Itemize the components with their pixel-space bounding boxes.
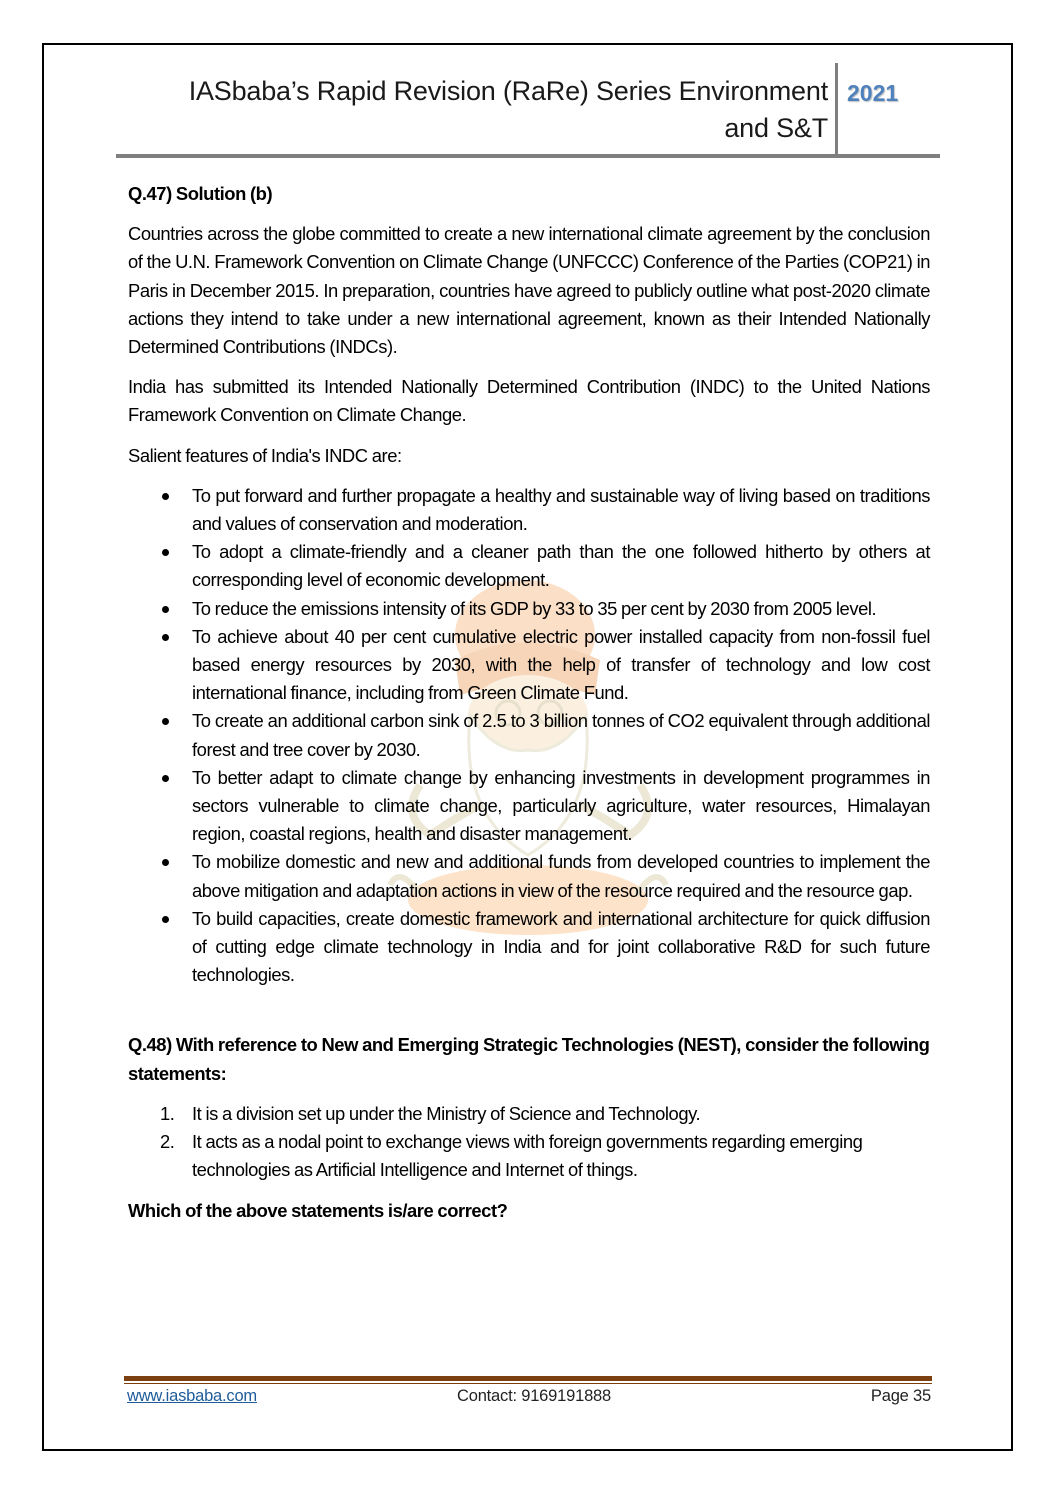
bullet-icon <box>162 606 169 613</box>
bullet-icon <box>162 859 169 866</box>
statement-item <box>128 1100 930 1128</box>
statement-number: 1. <box>160 1102 175 1124</box>
bullet-icon <box>162 775 169 782</box>
list-item-text: To create an additional carbon sink of 2.5 to 3 billion tonnes of CO2 equivalent through additional forest and tree cover by 2030. <box>192 710 930 760</box>
list-item <box>128 905 930 990</box>
section-spacer <box>128 989 930 1031</box>
page-content <box>128 180 930 1237</box>
list-item-text: To achieve about 40 per cent cumulative electric power installed capacity from non-fossil fuel based energy resources by 2030, with the help of transfer of technology and low cost international finance, including from Green Climate Fund. <box>192 625 930 704</box>
list-item-text: To adopt a climate-friendly and a cleaner path than the one followed hitherto by others at corresponding level of economic development. <box>192 541 930 591</box>
bullet-icon <box>162 549 169 556</box>
website-link[interactable]: www.iasbaba.com <box>127 1387 257 1405</box>
bullet-icon <box>162 634 169 641</box>
list-item-text: To build capacities, create domestic framework and international architecture for quick diffusion of cutting edge climate technology in India and for joint collaborative R&D for such future technologies. <box>192 907 930 986</box>
document-title-line2: and S&T <box>724 113 828 143</box>
list-item <box>128 595 930 623</box>
q48-statements-list <box>128 1100 930 1185</box>
q47-paragraph-india: India has submitted its Intended Nationally Determined Contribution (INDC) to the United Nations Framework Convention on Climate Change. <box>128 376 930 426</box>
page-number: Page 35 <box>870 1387 931 1405</box>
bullet-icon <box>162 718 169 725</box>
list-item-text: To better adapt to climate change by enhancing investments in development programmes in sectors vulnerable to climate change, particularly agriculture, water resources, Himalayan region, coastal regions, health and disaster management. <box>192 766 930 845</box>
list-item-text: To put forward and further propagate a healthy and sustainable way of living based on traditions and values of conservation and moderation. <box>192 484 930 535</box>
indc-features-list <box>128 482 930 990</box>
footer-contact: Contact: 9169191888 <box>457 1387 611 1405</box>
header-year: 2021 <box>847 80 899 106</box>
header-rule <box>116 154 940 158</box>
document-title <box>120 73 828 147</box>
header-vertical-divider <box>835 63 838 157</box>
list-item <box>128 764 930 849</box>
q47-paragraph-salient: Salient features of India's INDC are: <box>128 444 402 466</box>
statement-text: It is a division set up under the Ministry of Science and Technology. <box>192 1102 701 1124</box>
document-title-line1: IASbaba’s Rapid Revision (RaRe) Series Environment <box>188 76 828 106</box>
page-footer <box>127 1387 931 1413</box>
q47-paragraph-intro: Countries across the globe committed to create a new international climate agreement by the conclusion of the U.N. Framework Convention on Climate Change (UNFCCC) Conference of the Parties (COP21) in Paris in December 2015. In preparation, countries have agreed to publicly outline what post-2020 climate actions they intend to take under a new international agreement, known as their Intended Nationally Determined Contributions (INDCs). <box>128 223 930 358</box>
list-item <box>128 623 930 708</box>
bullet-icon <box>162 493 169 500</box>
list-item-text: To mobilize domestic and new and additional funds from developed countries to implement the above mitigation and adaptation actions in view of the resource required and the resource gap. <box>192 851 930 901</box>
statement-number: 2. <box>160 1131 175 1153</box>
list-item-text: To reduce the emissions intensity of its GDP by 33 to 35 per cent by 2030 from 2005 level. <box>192 597 877 619</box>
list-item <box>128 848 930 904</box>
q47-heading: Q.47) Solution (b) <box>128 183 273 204</box>
statement-item <box>128 1128 930 1184</box>
statement-text: It acts as a nodal point to exchange views with foreign governments regarding emerging technologies as Artificial Intelligence and Internet of things. <box>192 1131 863 1181</box>
list-item <box>128 482 930 538</box>
list-item <box>128 538 930 594</box>
list-item <box>128 707 930 763</box>
footer-rule-thin <box>124 1383 932 1384</box>
footer-rule <box>124 1376 932 1381</box>
q48-heading: Q.48) With reference to New and Emerging Strategic Technologies (NEST), consider the following statements: <box>128 1034 930 1084</box>
q48-question: Which of the above statements is/are correct? <box>128 1199 508 1221</box>
bullet-icon <box>162 916 169 923</box>
